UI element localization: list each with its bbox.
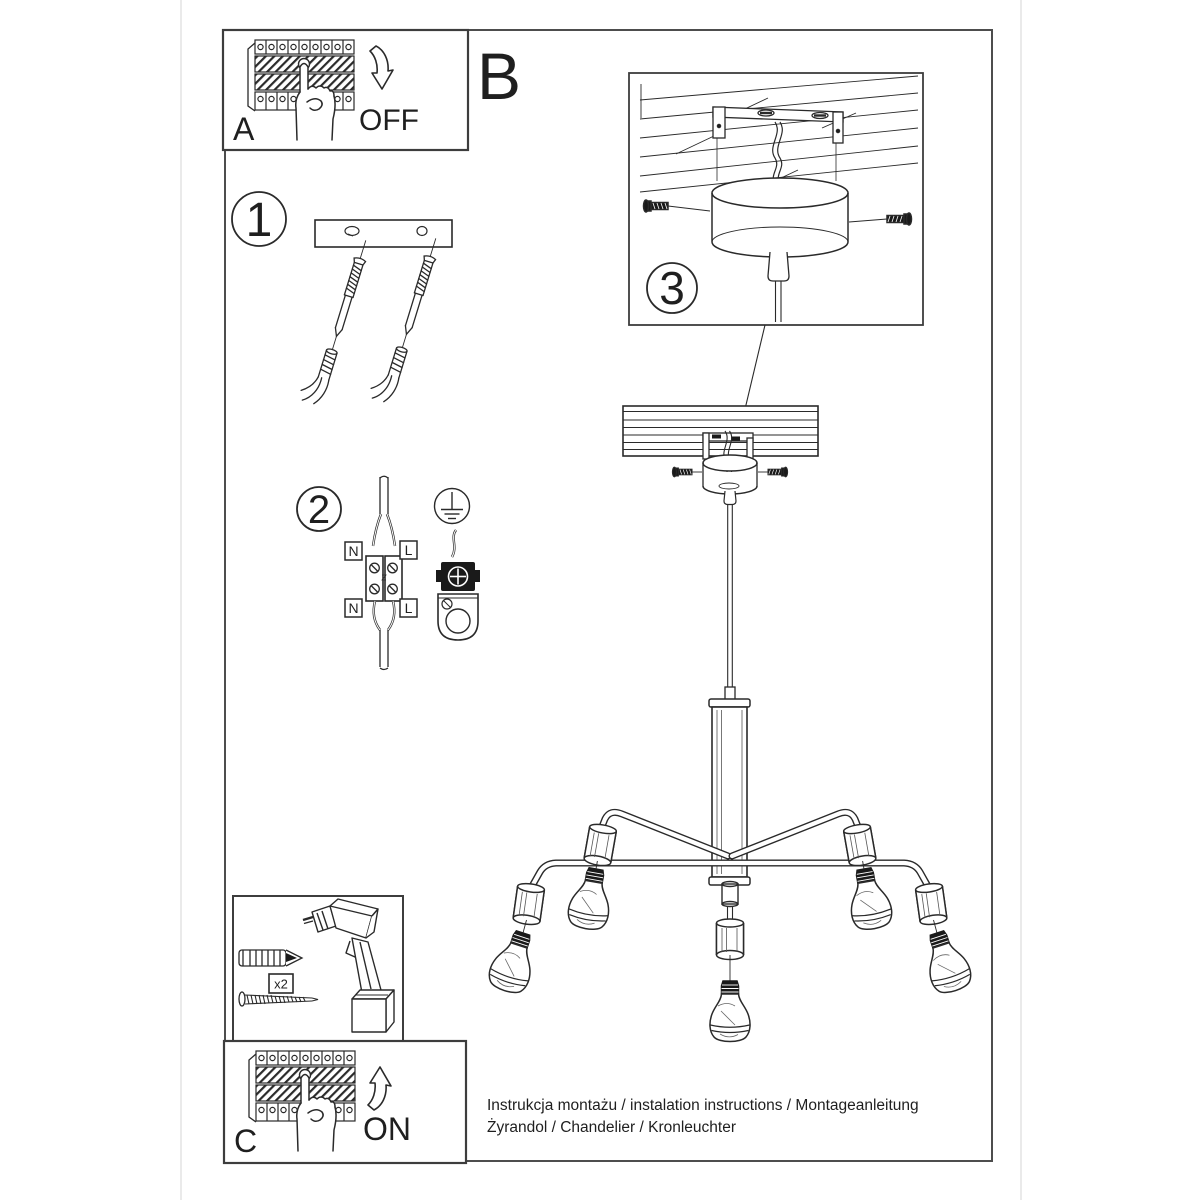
step-3-ceiling-mount-detail xyxy=(629,73,923,325)
step-3-number: 3 xyxy=(659,262,685,314)
ceiling-surface xyxy=(623,406,818,456)
five-arm-chandelier-illustration xyxy=(485,406,975,1042)
terminal-l-bottom: L xyxy=(404,600,413,616)
footer-captions xyxy=(487,1097,919,1136)
terminal-l-top: L xyxy=(404,542,413,558)
anchor-count-label: x2 xyxy=(274,976,288,992)
tools-hardware-box xyxy=(233,896,403,1041)
mounting-screw-icon xyxy=(368,233,441,404)
step-2-number: 2 xyxy=(307,488,331,532)
footer-line-1: Instrukcja montażu / instalation instructions / Montageanleitung xyxy=(487,1097,919,1114)
earth-ground-icon xyxy=(435,489,470,524)
terminal-n-bottom: N xyxy=(348,600,359,616)
terminal-n-top: N xyxy=(348,543,359,559)
light-bulb-icon xyxy=(918,927,975,997)
ground-terminal xyxy=(436,530,480,640)
step-1-drilling-anchors xyxy=(232,192,452,406)
on-label: ON xyxy=(363,1111,411,1147)
center-drop xyxy=(722,882,738,922)
light-bulb-icon xyxy=(485,927,542,997)
footer-line-2: Żyrandol / Chandelier / Kronleuchter xyxy=(487,1119,736,1136)
mounting-plate xyxy=(315,220,452,247)
off-label: OFF xyxy=(359,104,419,137)
step-a-label: A xyxy=(233,111,255,147)
socket-center xyxy=(717,919,744,960)
light-bulb-icon xyxy=(710,981,750,1042)
step-c-label: C xyxy=(234,1123,258,1159)
step-b-label: B xyxy=(477,39,522,113)
light-bulb-icon xyxy=(844,866,894,933)
socket-outer-left xyxy=(513,882,545,926)
terminal-block-diagram xyxy=(366,476,402,669)
mounting-screw-icon xyxy=(298,235,371,406)
suspension-cable xyxy=(725,504,735,700)
step-1-number: 1 xyxy=(245,194,273,247)
light-bulb-icon xyxy=(566,866,616,933)
step-a-breaker-off-panel xyxy=(223,30,468,150)
step-c-breaker-on-panel xyxy=(224,1041,466,1163)
socket-outer-right xyxy=(915,882,947,926)
step-2-wiring xyxy=(297,476,480,669)
